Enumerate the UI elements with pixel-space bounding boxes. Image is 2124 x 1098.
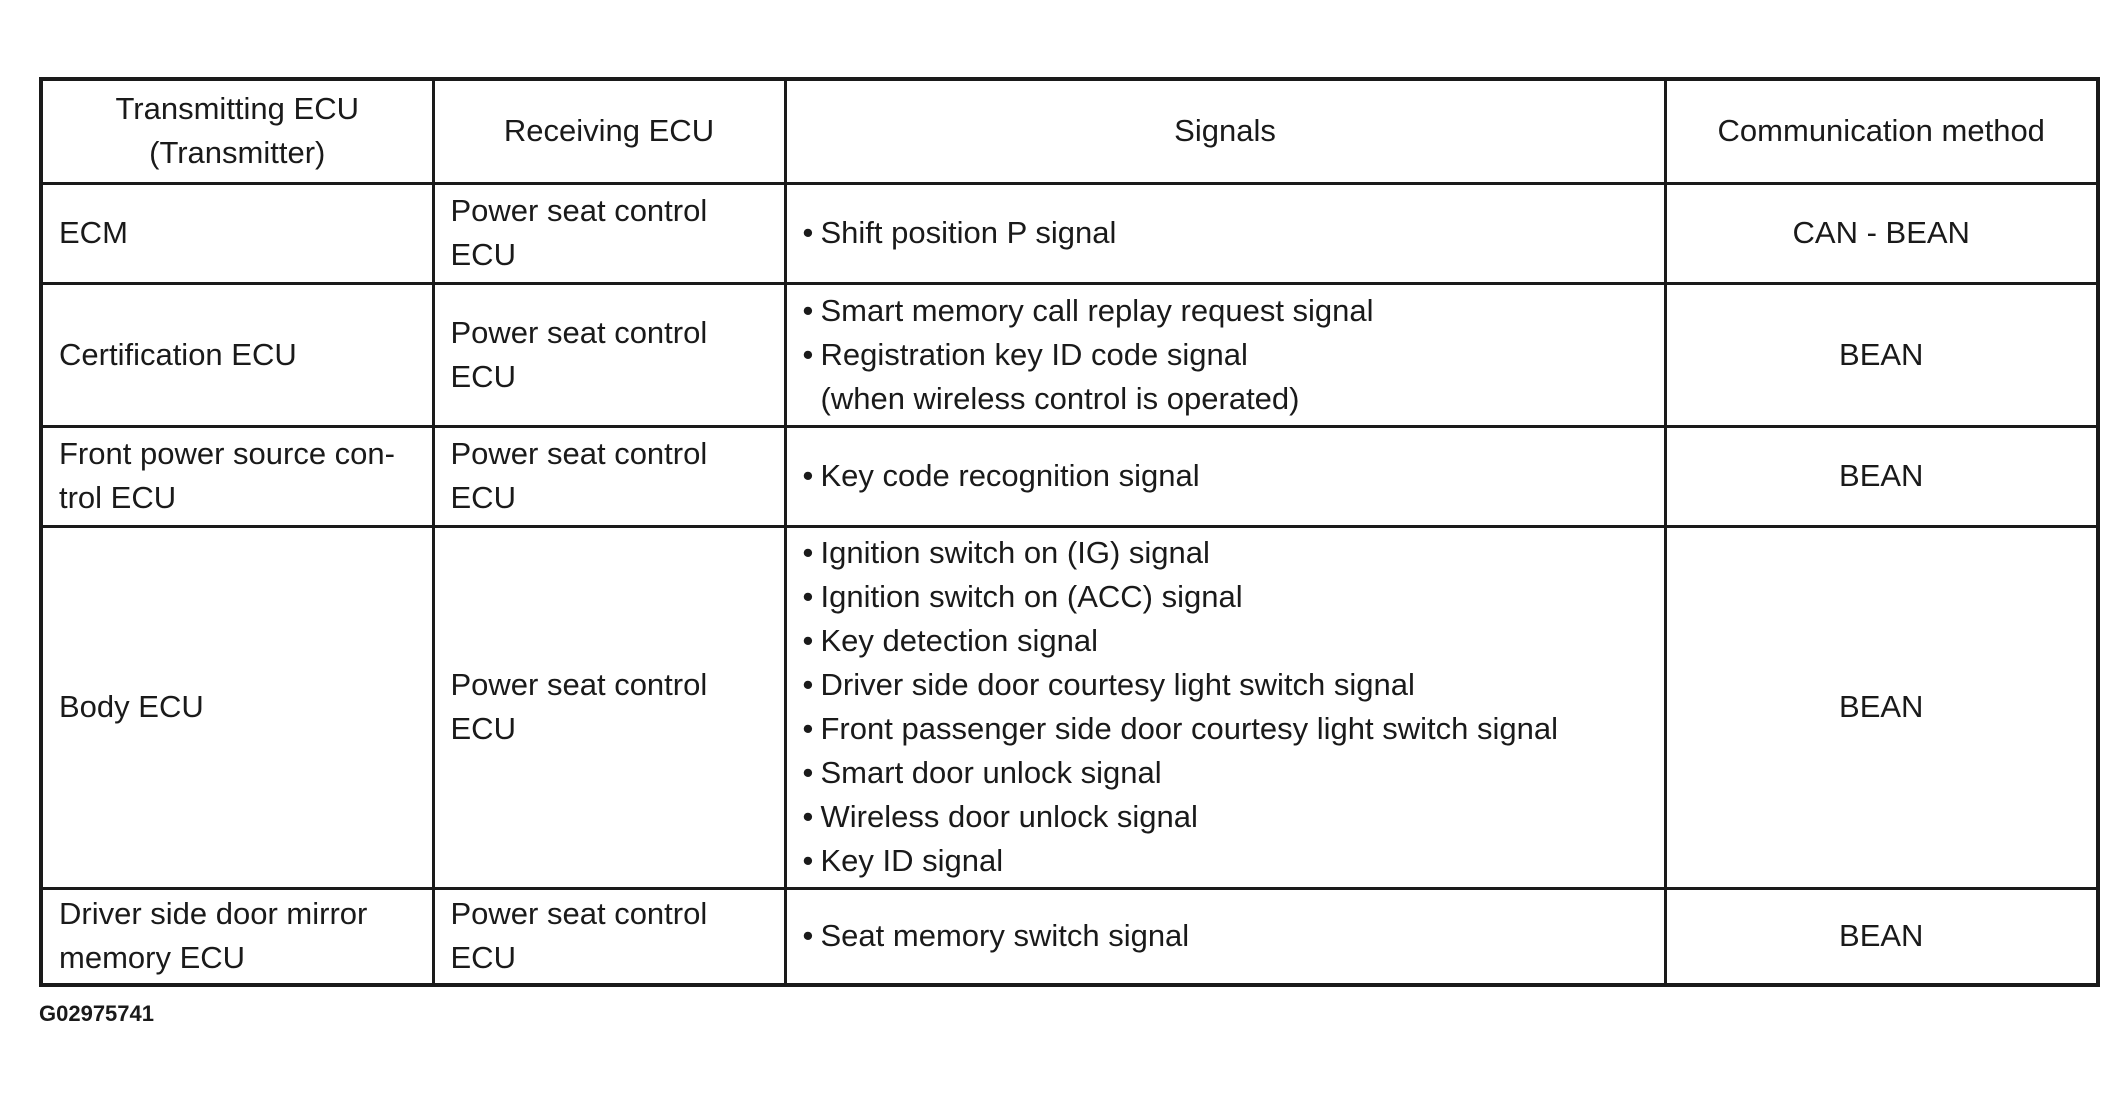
- bullet-icon: •: [802, 843, 814, 878]
- signal-item: [803, 795, 1648, 839]
- transmitting-ecu-text: Body ECU: [59, 689, 204, 724]
- receiving-ecu-text: ECU: [450, 237, 516, 272]
- signal-list: [803, 289, 1648, 421]
- bullet-icon: •: [802, 292, 814, 328]
- transmitting-ecu-text: Driver side door mirror: [59, 896, 368, 932]
- signal-item: [803, 211, 1648, 255]
- signals-cell: [785, 183, 1665, 283]
- signal-item: [803, 619, 1648, 663]
- signal-text: Registration key ID code signal: [820, 336, 1248, 372]
- signals-cell: [785, 526, 1665, 888]
- signal-text: Key ID signal: [820, 843, 1004, 878]
- signal-list: [803, 211, 1648, 255]
- header-signals: Signals: [785, 79, 1665, 183]
- bullet-icon: •: [802, 336, 814, 372]
- signal-text: Front passenger side door courtesy light switch signal: [820, 711, 1558, 746]
- table-row: [41, 183, 2098, 283]
- receiving-ecu-cell: [433, 888, 785, 985]
- bullet-icon: •: [802, 799, 814, 834]
- signal-list: [803, 531, 1648, 883]
- receiving-ecu-text: ECU: [450, 480, 516, 515]
- signal-item: [803, 839, 1648, 883]
- table-body: [41, 183, 2098, 985]
- signal-text: Key detection signal: [820, 623, 1098, 658]
- table-header-row: [41, 79, 2098, 183]
- table-row: [41, 283, 2098, 426]
- bullet-icon: •: [802, 755, 814, 790]
- communication-method-cell: BEAN: [1665, 426, 2098, 526]
- signal-text: Ignition switch on (ACC) signal: [820, 579, 1243, 614]
- header-communication-method: Communication method: [1665, 79, 2098, 183]
- communication-method-cell: BEAN: [1665, 283, 2098, 426]
- transmitting-ecu-cell: [41, 183, 433, 283]
- signal-text: Wireless door unlock signal: [820, 799, 1198, 834]
- receiving-ecu-cell: [433, 283, 785, 426]
- transmitting-ecu-cell: [41, 426, 433, 526]
- signal-item: [803, 289, 1648, 333]
- header-transmitting-line-1: Transmitting ECU: [115, 91, 359, 127]
- signal-item: [803, 531, 1648, 575]
- signal-item: [803, 454, 1648, 498]
- signal-text: Ignition switch on (IG) signal: [820, 535, 1210, 570]
- receiving-ecu-text: Power seat control: [450, 436, 708, 471]
- bullet-icon: •: [802, 535, 814, 570]
- signal-text: Key code recognition signal: [820, 458, 1200, 493]
- communication-method-cell: BEAN: [1665, 888, 2098, 985]
- signals-cell: [785, 888, 1665, 985]
- bullet-icon: •: [802, 458, 814, 493]
- signal-item: [803, 751, 1648, 795]
- transmitting-ecu-text: trol ECU: [59, 480, 177, 515]
- transmitting-ecu-cell: [41, 526, 433, 888]
- header-receiving-ecu: Receiving ECU: [433, 79, 785, 183]
- transmitting-ecu-cell: [41, 283, 433, 426]
- receiving-ecu-text: Power seat control: [450, 667, 708, 702]
- bullet-icon: •: [802, 623, 814, 658]
- signal-list: [803, 454, 1648, 498]
- receiving-ecu-text: ECU: [450, 358, 516, 394]
- signal-subtext: (when wireless control is operated): [820, 380, 1300, 416]
- signal-text: Seat memory switch signal: [820, 918, 1190, 954]
- receiving-ecu-cell: [433, 426, 785, 526]
- header-transmitting-ecu: [41, 79, 433, 183]
- bullet-icon: •: [802, 579, 814, 614]
- transmitting-ecu-text: Front power source con-: [59, 436, 395, 471]
- signal-item: [803, 575, 1648, 619]
- bullet-icon: •: [802, 711, 814, 746]
- signal-item: [803, 707, 1648, 751]
- signal-item: [803, 333, 1648, 421]
- figure-id: G02975741: [39, 1001, 154, 1026]
- signals-cell: [785, 426, 1665, 526]
- table-row: [41, 888, 2098, 985]
- bullet-icon: •: [802, 918, 814, 954]
- header-transmitting-line-2: (Transmitter): [149, 135, 326, 171]
- communication-method-cell: CAN - BEAN: [1665, 183, 2098, 283]
- signal-text: Smart memory call replay request signal: [820, 292, 1374, 328]
- signal-text: Shift position P signal: [820, 215, 1117, 250]
- transmitting-ecu-text: Certification ECU: [59, 336, 297, 372]
- bullet-icon: •: [802, 215, 814, 250]
- transmitting-ecu-text: ECM: [59, 215, 128, 250]
- receiving-ecu-text: Power seat control: [450, 193, 708, 228]
- receiving-ecu-text: ECU: [450, 940, 516, 976]
- receiving-ecu-text: ECU: [450, 711, 516, 746]
- receiving-ecu-cell: [433, 183, 785, 283]
- signals-cell: [785, 283, 1665, 426]
- ecu-communication-table: [39, 77, 2100, 987]
- signal-text: Driver side door courtesy light switch signal: [820, 667, 1415, 702]
- receiving-ecu-text: Power seat control: [450, 896, 708, 932]
- signal-list: [803, 914, 1648, 958]
- signal-text: Smart door unlock signal: [820, 755, 1162, 790]
- receiving-ecu-cell: [433, 526, 785, 888]
- receiving-ecu-text: Power seat control: [450, 314, 708, 350]
- bullet-icon: •: [802, 667, 814, 702]
- transmitting-ecu-cell: [41, 888, 433, 985]
- communication-method-cell: BEAN: [1665, 526, 2098, 888]
- table-row: [41, 526, 2098, 888]
- signal-item: [803, 663, 1648, 707]
- signal-item: [803, 914, 1648, 958]
- table-row: [41, 426, 2098, 526]
- transmitting-ecu-text: memory ECU: [59, 940, 246, 976]
